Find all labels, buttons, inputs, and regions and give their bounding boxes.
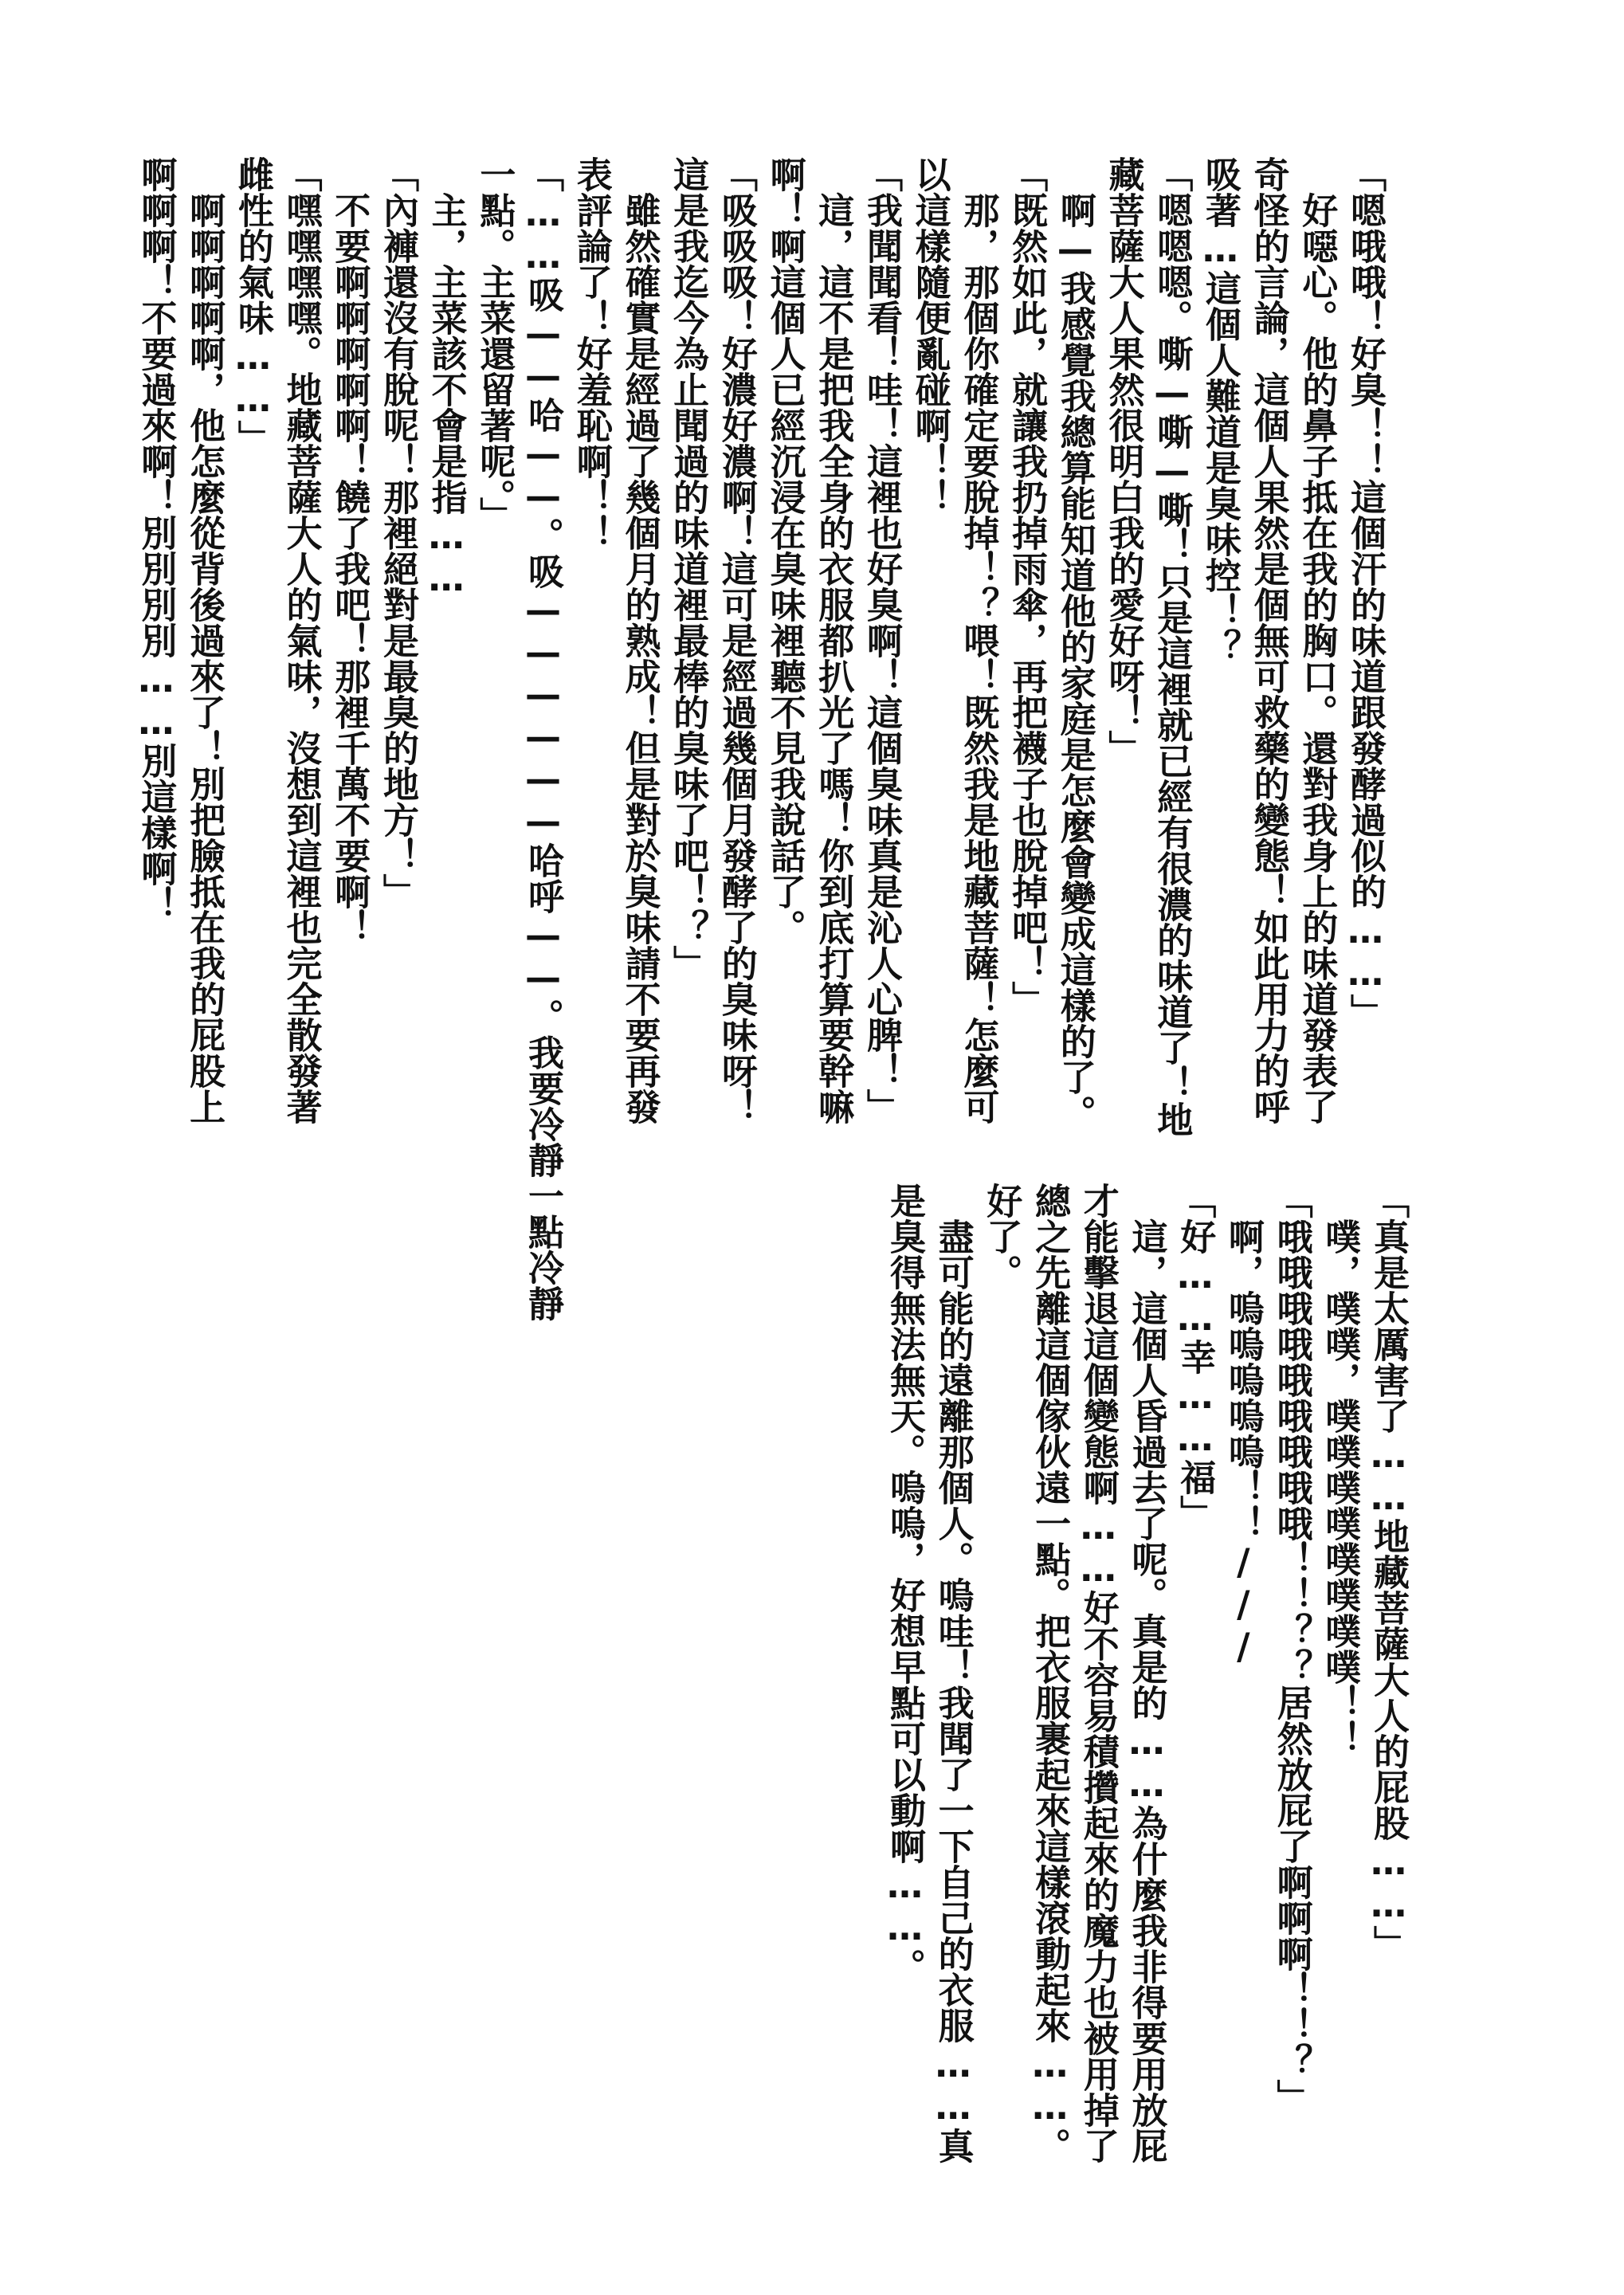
text-line: 啊—我感覺我總算能知道他的家庭是怎麼會變成這樣的了。 [1053, 156, 1096, 1131]
text-line: 是臭得無法無天。嗚嗚，好想早點可以動啊……。 [883, 1183, 926, 1984]
text-line: 啊！啊這個人已經沉浸在臭味裡聽不見我說話了。 [763, 156, 806, 945]
text-line: 「嘿嘿嘿嘿。地藏菩薩大人的氣味，沒想到這裡也完全散發著 [280, 156, 323, 1124]
text-line: 藏菩薩大人果然很明白我的愛好呀！」 [1102, 156, 1145, 766]
text-line: 「我聞聞看！哇！這裡也好臭啊！這個臭味真是沁人心脾！」 [860, 156, 903, 1124]
text-line: 「好……幸……福」 [1174, 1183, 1217, 1531]
text-line: 「內褲還沒有脫呢！那裡絕對是最臭的地方！」 [376, 156, 419, 909]
text-line: 才能擊退這個變態啊……好不容易積攢起來的魔力也被用掉了 [1077, 1183, 1120, 2164]
text-line: 啊，嗚嗚嗚嗚嗚！！/// [1222, 1183, 1265, 1668]
text-line: 這，這個人昏過去了呢。真是的……為什麼我非得要用放屁 [1125, 1183, 1168, 2164]
text-line: 噗，噗噗，噗噗噗噗噗噗噗噗！！ [1319, 1183, 1362, 1756]
text-line: 主，主菜該不會是指…… [425, 156, 468, 599]
text-line: 吸著…這個人難道是臭味控！？ [1198, 156, 1242, 665]
text-line: 總之先離這個傢伙遠一點。把衣服裹起來這樣滾動起來……。 [1029, 1183, 1072, 2164]
text-line: 啊啊啊！不要過來啊！別別別別……別這樣啊！ [135, 156, 178, 922]
text-line: 雌性的氣味……」 [231, 156, 274, 456]
text-line: 「……吸——哈——。吸——————哈呼——。我要冷靜一點冷靜 [522, 156, 565, 1321]
text-line: 雖然確實是經過了幾個月的熟成！但是對於臭味請不要再發 [618, 156, 661, 1124]
text-line: 「既然如此，就讓我扔掉雨傘，再把襪子也脫掉吧！」 [1006, 156, 1049, 1017]
text-line: 不要啊啊啊啊啊！饒了我吧！那裡千萬不要啊！ [328, 156, 371, 945]
text-line: 「哦哦哦哦哦哦哦哦哦！！？？居然放屁了啊啊啊！！？」 [1270, 1183, 1313, 2115]
text-line: 「真是太厲害了……地藏菩薩大人的屁股……」 [1367, 1183, 1410, 1961]
text-line: 這是我迄今為止聞過的味道裡最棒的臭味了吧！？」 [667, 156, 710, 981]
text-line: 一點。主菜還留著呢。」 [473, 156, 516, 533]
upper-text-block [131, 156, 1389, 1321]
text-line: 奇怪的言論，這個人果然是個無可救藥的變態！如此用力的呼 [1247, 156, 1290, 1124]
text-line: 啊啊啊啊啊，他怎麼從背後過來了！別把臉抵在我的屁股上 [183, 156, 226, 1124]
text-line: 「吸吸吸！好濃好濃啊！這可是經過幾個月發酵了的臭味呀！ [715, 156, 758, 1124]
text-line: 這，這不是把我全身的衣服都扒光了嗎！你到底打算要幹嘛 [812, 156, 855, 1124]
text-line: 好噁心。他的鼻子抵在我的胸口。還對我身上的味道發表了 [1296, 156, 1339, 1124]
text-line: 那，那個你確定要脫掉！？喂！既然我是地藏菩薩！怎麼可 [957, 156, 1000, 1124]
text-line: 以這樣隨便亂碰啊！！ [908, 156, 951, 515]
text-line: 「嗯哦哦！好臭！！這個汗的味道跟發酵過似的……」 [1344, 156, 1387, 1030]
text-line: 盡可能的遠離那個人。嗚哇！我聞了一下自己的衣服……真 [932, 1183, 975, 2164]
text-line: 「嗯嗯嗯。嘶—嘶—嘶！只是這裡就已經有很濃的味道了！地 [1151, 156, 1194, 1137]
text-line: 好了。 [980, 1183, 1023, 1290]
lower-text-block [880, 1183, 1412, 2164]
text-line: 表評論了！好羞恥啊！！ [570, 156, 613, 551]
